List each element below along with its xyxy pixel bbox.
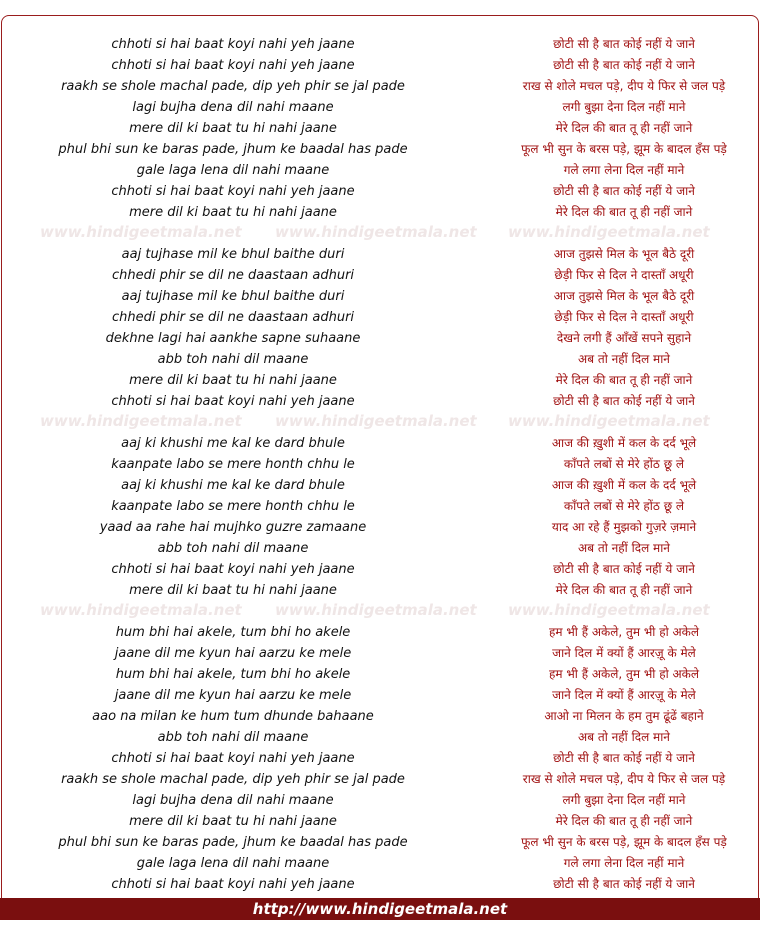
- lyric-roman: chhedi phir se dil ne daastaan adhuri: [111, 310, 355, 325]
- lyric-line: [0, 244, 760, 265]
- lyric-line: [0, 622, 760, 643]
- verse-3: [0, 433, 760, 601]
- lyric-line: [0, 139, 760, 160]
- lyric-hindi: छेड़ी फिर से दिल ने दास्ताँ अधूरी: [554, 268, 694, 282]
- lyric-hindi: छोटी सी है बात कोई नहीं ये जाने: [553, 58, 695, 72]
- lyric-roman: raakh se shole machal pade, dip yeh phir se jal pade: [61, 79, 405, 94]
- lyric-hindi: लगी बुझा देना दिल नहीं माने: [562, 100, 686, 114]
- lyric-line: [0, 727, 760, 748]
- lyric-line: [0, 832, 760, 853]
- lyric-hindi: गले लगा लेना दिल नहीं माने: [563, 163, 685, 177]
- watermark-text: www.hindigeetmala.net: [508, 412, 710, 430]
- lyric-roman: chhedi phir se dil ne daastaan adhuri: [111, 268, 355, 283]
- lyric-hindi: राख से शोले मचल पड़े, दीप ये फिर से जल पड़े: [522, 772, 726, 786]
- lyric-hindi: जाने दिल में क्यों हैं आरज़ू के मेले: [552, 688, 696, 702]
- lyric-roman: aaj tujhase mil ke bhul baithe duri: [121, 247, 345, 262]
- lyric-hindi: लगी बुझा देना दिल नहीं माने: [562, 793, 686, 807]
- lyric-hindi: छोटी सी है बात कोई नहीं ये जाने: [553, 751, 695, 765]
- lyric-line: [0, 685, 760, 706]
- lyric-line: [0, 496, 760, 517]
- lyric-hindi: आज तुझसे मिल के भूल बैठे दूरी: [553, 289, 695, 303]
- lyric-hindi: जाने दिल में क्यों हैं आरज़ू के मेले: [552, 646, 696, 660]
- lyric-hindi: फूल भी सुन के बरस पड़े, झूम के बादल हँस पड़े: [521, 142, 727, 156]
- lyric-line: [0, 34, 760, 55]
- watermark-text: www.hindigeetmala.net: [508, 223, 710, 241]
- lyric-line: [0, 643, 760, 664]
- lyric-roman: chhoti si hai baat koyi nahi yeh jaane: [111, 394, 355, 409]
- lyric-roman: mere dil ki baat tu hi nahi jaane: [129, 121, 337, 136]
- lyric-hindi: छेड़ी फिर से दिल ने दास्ताँ अधूरी: [554, 310, 694, 324]
- lyric-roman: chhoti si hai baat koyi nahi yeh jaane: [111, 37, 355, 52]
- lyric-roman: hum bhi hai akele, tum bhi ho akele: [115, 667, 351, 682]
- lyric-line: [0, 328, 760, 349]
- lyric-line: [0, 853, 760, 874]
- lyric-roman: mere dil ki baat tu hi nahi jaane: [129, 814, 337, 829]
- lyric-roman: yaad aa rahe hai mujhko guzre zamaane: [99, 520, 367, 535]
- lyric-roman: gale laga lena dil nahi maane: [136, 163, 330, 178]
- lyric-roman: aaj ki khushi me kal ke dard bhule: [121, 436, 345, 451]
- lyric-roman: abb toh nahi dil maane: [157, 352, 309, 367]
- lyric-line: [0, 265, 760, 286]
- lyric-roman: aao na milan ke hum tum dhunde bahaane: [92, 709, 374, 724]
- watermark-text: www.hindigeetmala.net: [508, 601, 710, 619]
- lyric-roman: aaj ki khushi me kal ke dard bhule: [121, 478, 345, 493]
- lyric-line: [0, 55, 760, 76]
- lyric-line: [0, 370, 760, 391]
- lyric-hindi: मेरे दिल की बात तू ही नहीं जाने: [555, 205, 693, 219]
- lyric-roman: gale laga lena dil nahi maane: [136, 856, 330, 871]
- lyric-hindi: आज की ख़ुशी में कल के दर्द भूले: [551, 478, 697, 492]
- lyric-hindi: हम भी हैं अकेले, तुम भी हो अकेले: [548, 667, 700, 681]
- watermark-row: [0, 223, 760, 241]
- lyric-line: [0, 349, 760, 370]
- lyric-roman: lagi bujha dena dil nahi maane: [132, 100, 334, 115]
- lyric-line: [0, 517, 760, 538]
- verse-2: [0, 244, 760, 412]
- lyric-hindi: छोटी सी है बात कोई नहीं ये जाने: [553, 184, 695, 198]
- lyric-roman: jaane dil me kyun hai aarzu ke mele: [114, 688, 352, 703]
- lyric-hindi: छोटी सी है बात कोई नहीं ये जाने: [553, 37, 695, 51]
- lyric-line: [0, 475, 760, 496]
- lyric-hindi: हम भी हैं अकेले, तुम भी हो अकेले: [548, 625, 700, 639]
- lyric-roman: mere dil ki baat tu hi nahi jaane: [129, 373, 337, 388]
- lyric-hindi: छोटी सी है बात कोई नहीं ये जाने: [553, 394, 695, 408]
- lyric-roman: abb toh nahi dil maane: [157, 730, 309, 745]
- verse-1: [0, 34, 760, 223]
- lyric-hindi: अब तो नहीं दिल माने: [578, 730, 670, 744]
- lyric-line: [0, 559, 760, 580]
- lyric-hindi: मेरे दिल की बात तू ही नहीं जाने: [555, 814, 693, 828]
- lyric-hindi: छोटी सी है बात कोई नहीं ये जाने: [553, 877, 695, 891]
- lyric-hindi: आज की ख़ुशी में कल के दर्द भूले: [551, 436, 697, 450]
- lyric-roman: phul bhi sun ke baras pade, jhum ke baadal has pade: [58, 835, 408, 850]
- lyric-line: [0, 202, 760, 223]
- lyric-line: [0, 433, 760, 454]
- lyric-hindi: आज तुझसे मिल के भूल बैठे दूरी: [553, 247, 695, 261]
- lyric-line: [0, 748, 760, 769]
- lyric-roman: chhoti si hai baat koyi nahi yeh jaane: [111, 184, 355, 199]
- lyric-hindi: छोटी सी है बात कोई नहीं ये जाने: [553, 562, 695, 576]
- lyric-line: [0, 580, 760, 601]
- lyric-line: [0, 790, 760, 811]
- lyric-roman: kaanpate labo se mere honth chhu le: [111, 457, 355, 472]
- lyric-roman: chhoti si hai baat koyi nahi yeh jaane: [111, 58, 355, 73]
- lyric-roman: mere dil ki baat tu hi nahi jaane: [129, 205, 337, 220]
- lyric-hindi: अब तो नहीं दिल माने: [578, 352, 670, 366]
- lyric-hindi: याद आ रहे हैं मुझको गुज़रे ज़माने: [551, 520, 697, 534]
- lyric-hindi: फूल भी सुन के बरस पड़े, झूम के बादल हँस पड़े: [521, 835, 727, 849]
- lyric-roman: phul bhi sun ke baras pade, jhum ke baadal has pade: [58, 142, 408, 157]
- lyric-roman: jaane dil me kyun hai aarzu ke mele: [114, 646, 352, 661]
- lyric-hindi: काँपते लबों से मेरे होंठ छू ले: [563, 499, 685, 513]
- watermark-row: [0, 601, 760, 619]
- lyric-roman: lagi bujha dena dil nahi maane: [132, 793, 334, 808]
- lyric-hindi: मेरे दिल की बात तू ही नहीं जाने: [555, 121, 693, 135]
- watermark-text: www.hindigeetmala.net: [40, 412, 242, 430]
- footer-link[interactable]: http://www.hindigeetmala.net: [252, 900, 508, 918]
- lyric-line: [0, 391, 760, 412]
- lyric-roman: mere dil ki baat tu hi nahi jaane: [129, 583, 337, 598]
- lyric-hindi: गले लगा लेना दिल नहीं माने: [563, 856, 685, 870]
- watermark-text: www.hindigeetmala.net: [40, 601, 242, 619]
- lyric-roman: chhoti si hai baat koyi nahi yeh jaane: [111, 877, 355, 892]
- watermark-text: www.hindigeetmala.net: [40, 223, 242, 241]
- lyric-roman: hum bhi hai akele, tum bhi ho akele: [115, 625, 351, 640]
- lyric-line: [0, 160, 760, 181]
- watermark-row: [0, 412, 760, 430]
- lyric-line: [0, 811, 760, 832]
- lyric-hindi: मेरे दिल की बात तू ही नहीं जाने: [555, 583, 693, 597]
- lyric-hindi: राख से शोले मचल पड़े, दीप ये फिर से जल पड़े: [522, 79, 726, 93]
- lyric-line: [0, 664, 760, 685]
- watermark-text: www.hindigeetmala.net: [275, 412, 477, 430]
- lyric-line: [0, 874, 760, 895]
- lyric-line: [0, 307, 760, 328]
- footer-bar: [0, 898, 760, 920]
- lyric-roman: abb toh nahi dil maane: [157, 541, 309, 556]
- lyric-line: [0, 706, 760, 727]
- lyric-hindi: काँपते लबों से मेरे होंठ छू ले: [563, 457, 685, 471]
- lyric-roman: dekhne lagi hai aankhe sapne suhaane: [105, 331, 361, 346]
- lyric-roman: chhoti si hai baat koyi nahi yeh jaane: [111, 751, 355, 766]
- lyric-line: [0, 769, 760, 790]
- lyric-line: [0, 286, 760, 307]
- lyric-hindi: मेरे दिल की बात तू ही नहीं जाने: [555, 373, 693, 387]
- lyric-line: [0, 454, 760, 475]
- verse-4: [0, 622, 760, 895]
- lyric-hindi: देखने लगी हैं आँखें सपने सुहाने: [556, 331, 692, 345]
- lyric-line: [0, 97, 760, 118]
- lyric-line: [0, 76, 760, 97]
- watermark-text: www.hindigeetmala.net: [275, 601, 477, 619]
- lyric-roman: chhoti si hai baat koyi nahi yeh jaane: [111, 562, 355, 577]
- lyric-hindi: आओ ना मिलन के हम तुम ढूंढें बहाने: [544, 709, 704, 723]
- watermark-text: www.hindigeetmala.net: [275, 223, 477, 241]
- lyric-roman: kaanpate labo se mere honth chhu le: [111, 499, 355, 514]
- lyric-line: [0, 181, 760, 202]
- lyric-line: [0, 538, 760, 559]
- lyric-line: [0, 118, 760, 139]
- lyric-hindi: अब तो नहीं दिल माने: [578, 541, 670, 555]
- lyric-roman: aaj tujhase mil ke bhul baithe duri: [121, 289, 345, 304]
- lyric-roman: raakh se shole machal pade, dip yeh phir se jal pade: [61, 772, 405, 787]
